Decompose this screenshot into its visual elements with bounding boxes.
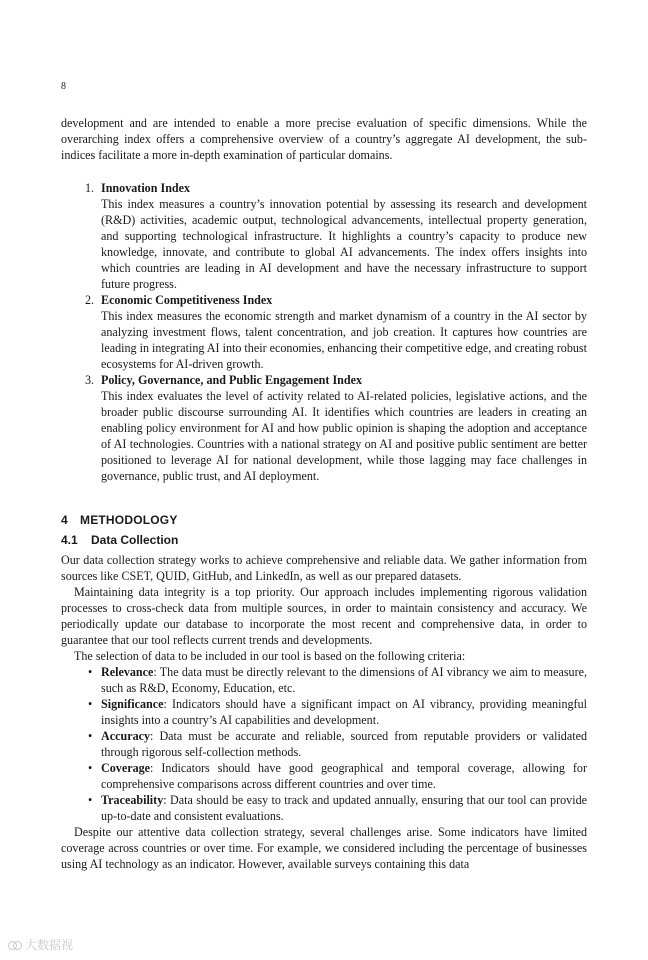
- watermark: [8, 937, 73, 953]
- subsection-number: 4.1: [61, 533, 78, 547]
- list-item-body: This index measures the economic strength and market dynamism of a country in the AI sector by analyzing investment flows, talent concentration, and job creation. It captures how countries are leading in integrating AI into their economies, enhancing their competitive edge, and creating robust ecosystems for AI-driven growth.: [101, 309, 587, 371]
- section-title: METHODOLOGY: [80, 513, 178, 527]
- bullet-icon: •: [88, 697, 93, 711]
- criterion-text: : Indicators should have good geographical and temporal coverage, allowing for comprehensive comparisons across different countries and over time.: [101, 761, 587, 791]
- list-item: [61, 792, 587, 824]
- criterion-text: : Data should be easy to track and updated annually, ensuring that our tool can provide up-to-date and consistent evaluations.: [101, 793, 587, 823]
- list-item: [61, 372, 587, 484]
- criterion-term: Significance: [101, 697, 164, 711]
- bullet-icon: •: [88, 793, 93, 807]
- bullet-icon: •: [88, 665, 93, 679]
- criterion-text: : Data must be accurate and reliable, sourced from reputable providers or validated through rigorous self-collection methods.: [101, 729, 587, 759]
- list-item: [61, 180, 587, 292]
- criterion-text: : The data must be directly relevant to the dimensions of AI vibrancy we aim to measure, such as R&D, Economy, Education, etc.: [101, 665, 587, 695]
- page-number: 8: [61, 81, 66, 92]
- section-heading: [61, 512, 587, 528]
- criterion-term: Relevance: [101, 665, 154, 679]
- list-item-body: This index evaluates the level of activity related to AI-related policies, legislative actions, and the broader public discourse surrounding AI. It identifies which countries are leaders in creating an enabling policy environment for AI and how public opinion is shaping the adoption and acceptance of AI technologies. Countries with a national strategy on AI and positive public sentiment are better positioned to leverage AI for national development, while those lagging may face challenges in governance, public trust, and AI deployment.: [101, 389, 587, 483]
- list-item-number: 3.: [85, 373, 95, 387]
- intro-paragraph: development and are intended to enable a more precise evaluation of specific dimensions. While the overarching index offers a comprehensive overview of a country’s aggregate AI development, the sub-indices facilitate a more in-depth examination of particular domains.: [61, 116, 587, 162]
- paragraph: Our data collection strategy works to achieve comprehensive and reliable data. We gather information from sources like CSET, QUID, GitHub, and LinkedIn, as well as our prepared datasets.: [61, 553, 587, 583]
- page-body: [61, 115, 587, 872]
- watermark-logo-icon: [8, 939, 22, 951]
- paragraph: The selection of data to be included in our tool is based on the following criteria:: [74, 649, 466, 663]
- list-item: [61, 696, 587, 728]
- list-item-title: Policy, Governance, and Public Engagement Index: [101, 373, 363, 387]
- list-item: [61, 728, 587, 760]
- subsection-heading: [61, 532, 587, 548]
- criterion-term: Coverage: [101, 761, 151, 775]
- watermark-text: 大数据视: [25, 938, 74, 952]
- paragraph: Maintaining data integrity is a top priority. Our approach includes implementing rigorous validation processes to cross-check data from multiple sources, in order to maintain consistency and accuracy. We periodically update our database to incorporate the most recent and comprehensive data, in order to guarantee that our tool reflects current trends and developments.: [61, 585, 587, 647]
- subsection-title: Data Collection: [91, 533, 179, 547]
- list-item-number: 2.: [85, 293, 95, 307]
- list-item-number: 1.: [85, 181, 95, 195]
- index-list: [61, 180, 587, 484]
- list-item: [61, 664, 587, 696]
- list-item: [61, 292, 587, 372]
- section-number: 4: [61, 513, 68, 527]
- list-item-title: Economic Competitiveness Index: [101, 293, 273, 307]
- bullet-icon: •: [88, 761, 93, 775]
- list-item: [61, 760, 587, 792]
- criterion-term: Traceability: [101, 793, 164, 807]
- criterion-term: Accuracy: [101, 729, 151, 743]
- criterion-text: : Indicators should have a significant impact on AI vibrancy, providing meaningful insights into a country’s AI capabilities and development.: [101, 697, 587, 727]
- list-item-body: This index measures a country’s innovation potential by assessing its research and development (R&D) activities, academic output, technological advancements, intellectual property generation, and supporting technological infrastructure. It highlights a country’s capacity to produce new knowledge, innovate, and contribute to global AI advancements. The index offers insights into which countries are leading in AI development and have the necessary infrastructure to support future progress.: [101, 197, 587, 291]
- bullet-icon: •: [88, 729, 93, 743]
- list-item-title: Innovation Index: [101, 181, 191, 195]
- criteria-list: [61, 664, 587, 824]
- closing-paragraph: Despite our attentive data collection strategy, several challenges arise. Some indicators have limited coverage across countries or over time. For example, we considered including the percentage of businesses using AI technology as an indicator. However, available surveys containing this data: [61, 825, 587, 871]
